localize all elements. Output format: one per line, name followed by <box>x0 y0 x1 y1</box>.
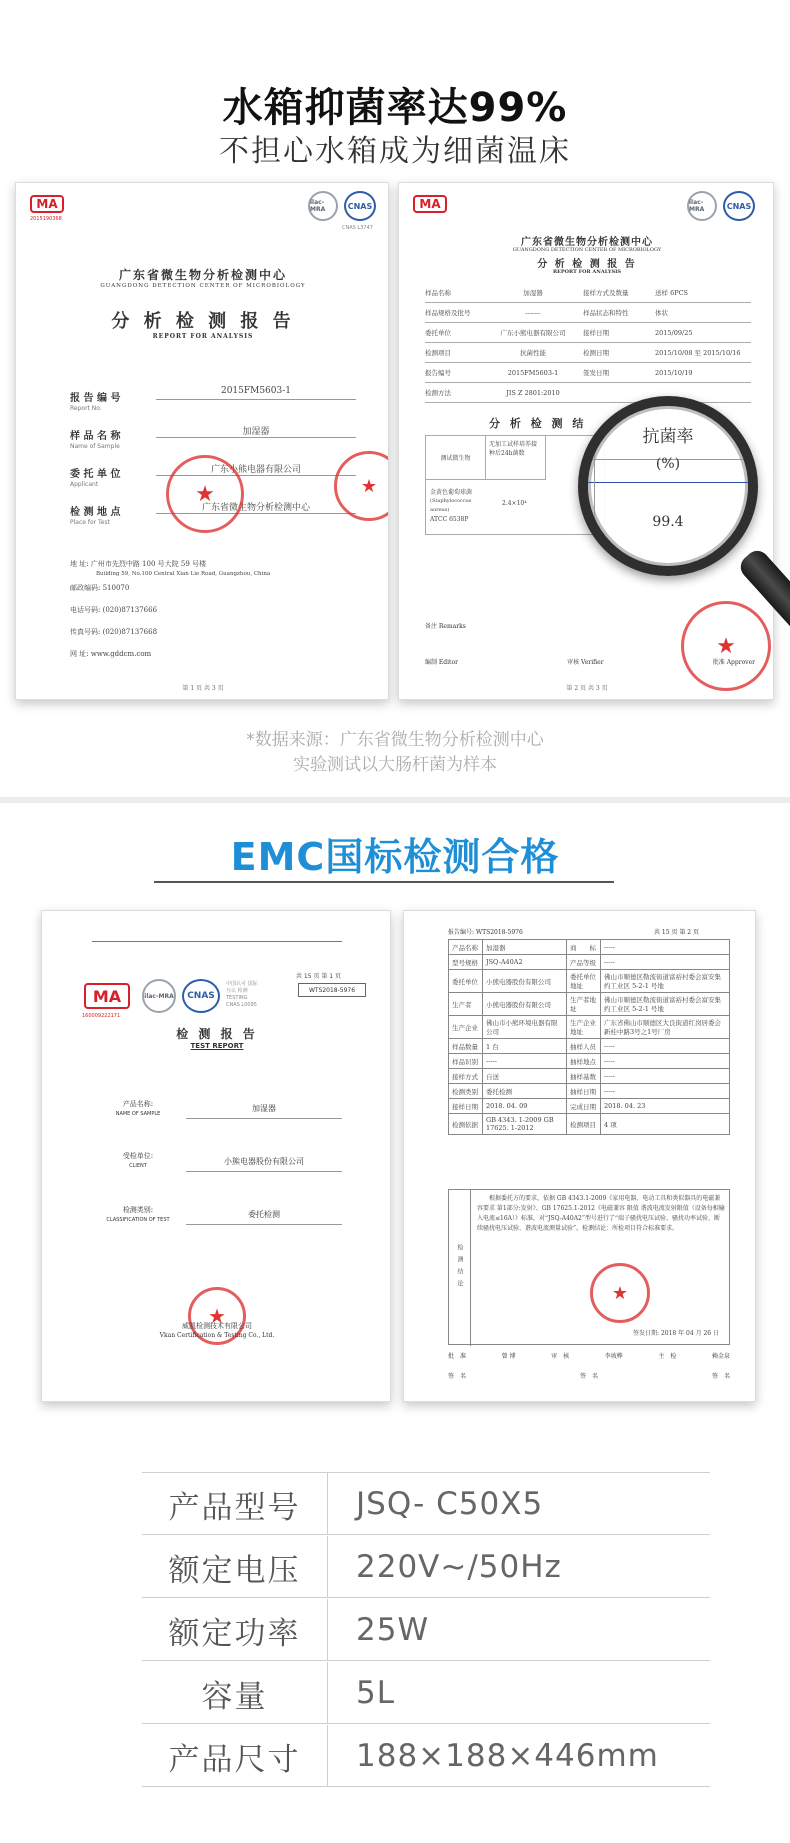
field-label: 委 托 单 位 <box>70 469 121 480</box>
web: www.gddcm.com <box>90 650 152 658</box>
detail-key-cell: 产品名称 <box>449 940 483 955</box>
field-label-en: Name of Sample <box>70 443 120 450</box>
detail-key-cell: 生产企业 <box>449 1016 483 1039</box>
signature-row <box>448 1371 730 1380</box>
address-block <box>70 559 270 659</box>
spec-value: 25W <box>356 1612 430 1648</box>
verifier-sign: 审核 Verifier <box>567 659 604 666</box>
result-col1: 测试微生物 <box>426 436 486 480</box>
cnas-logo: CNAS <box>344 191 376 221</box>
tel-label: 电话号码: <box>70 606 101 614</box>
detail-key-cell: 检测依据 <box>449 1114 483 1135</box>
detail-key-cell: 完成日期 <box>567 1099 601 1114</box>
report-no-label: 报告编号: <box>448 929 475 936</box>
cnas-logo: CNAS <box>723 191 755 221</box>
ilac-mra-logo: ilac-MRA <box>308 191 338 221</box>
detail-value-cell: 加湿器 <box>483 940 567 955</box>
report-cover-page <box>15 182 389 700</box>
field-label-en: Applicant <box>70 481 99 488</box>
section1-subtitle: 不担心水箱成为细菌温床 <box>219 134 571 169</box>
field-label: 产品名称: <box>122 1100 154 1108</box>
spec-value: 188×188×446mm <box>356 1738 659 1774</box>
report-number-line <box>448 927 523 936</box>
detail-value-cell: ----- <box>601 1084 730 1099</box>
section2-title: EMC国标检测合格 <box>230 835 560 879</box>
cma-logo: MA <box>30 195 64 213</box>
detail-key-cell: 委托单位 <box>449 970 483 993</box>
detail-value-cell: ----- <box>483 1054 567 1069</box>
detail-value-cell: GB 4343. 1-2009 GB 17625. 1-2012 <box>483 1114 567 1135</box>
spec-value: JSQ- C50X5 <box>356 1486 544 1522</box>
info-value: 送样 6PCS <box>655 289 689 297</box>
field-underline <box>186 1118 342 1119</box>
approver-name: 曾 博 <box>501 1353 516 1360</box>
field-underline <box>186 1224 342 1225</box>
info-key: 报告编号 <box>425 369 451 377</box>
detail-table-row <box>449 1054 730 1069</box>
detail-table <box>448 939 730 1135</box>
info-key: 检测方法 <box>425 389 451 397</box>
cnas-logo: CNAS <box>182 979 220 1013</box>
field-label-en: CLASSIFICATION OF TEST <box>106 1217 170 1223</box>
detail-value-cell: ----- <box>601 940 730 955</box>
field-value: 加湿器 <box>252 1104 276 1113</box>
address-cn: 广州市先烈中路 100 号大院 59 号楼 <box>90 560 206 568</box>
info-value: 抗菌性能 <box>520 349 546 357</box>
signature-label: 签 名 <box>711 1373 730 1380</box>
section1-title: 水箱抑菌率达99% <box>222 85 568 131</box>
spec-key: 产品尺寸 <box>142 1725 328 1787</box>
spec-key: 额定电压 <box>142 1536 328 1598</box>
field-label: 受检单位: <box>122 1152 154 1160</box>
info-key: 接样方式及数量 <box>583 289 629 297</box>
official-seal: ★ <box>590 1263 650 1323</box>
spec-key: 容量 <box>142 1662 328 1724</box>
inspector-label: 主 检 <box>658 1353 677 1360</box>
page-number: 第 1 页 共 3 页 <box>182 685 224 692</box>
antibacterial-rate-value: 99.4 <box>652 514 684 530</box>
company-cn: 威凯检测技术有限公司 <box>182 1322 252 1330</box>
detail-value-cell: 小熊电器股份有限公司 <box>483 970 567 993</box>
info-value: 2015/10/08 至 2015/10/16 <box>655 349 741 357</box>
info-key: 样品规格及批号 <box>425 309 471 317</box>
spec-row <box>142 1725 710 1787</box>
detail-value-cell: 广东省佛山市顺德区大良街道红岗居委会新桂中路3号之1号厂房 <box>601 1016 730 1039</box>
detail-key-cell: 商 标 <box>567 940 601 955</box>
inspector-name: 赖金泉 <box>711 1353 730 1360</box>
remarks-label: 备注 Remarks <box>425 623 466 630</box>
field-label-en: NAME OF SAMPLE <box>115 1111 161 1117</box>
detail-key-cell: 接样方式 <box>449 1069 483 1084</box>
info-value: ------- <box>525 308 541 317</box>
info-row <box>425 383 751 403</box>
bacteria-name: 金黄色葡萄球菌 <box>430 489 473 496</box>
magnifier-lens <box>578 396 758 576</box>
detail-value-cell: 1 台 <box>483 1039 567 1054</box>
info-value: JIS Z 2801:2010 <box>506 388 560 397</box>
field-underline <box>186 1171 342 1172</box>
field-value: 广东小熊电器有限公司 <box>210 465 301 475</box>
report-title-en: REPORT FOR ANALYSIS <box>552 269 622 275</box>
company-en: Vkan Certification & Testing Co., Ltd. <box>159 1332 275 1339</box>
spec-value: 5L <box>356 1675 395 1711</box>
cma-code: 160009222171 <box>82 1013 121 1019</box>
field-value: 小熊电器股份有限公司 <box>224 1157 304 1166</box>
info-value: 体状 <box>655 309 668 317</box>
conclusion-box <box>448 1189 730 1345</box>
detail-value-cell: 4 项 <box>601 1114 730 1135</box>
cma-logo: MA <box>413 195 447 213</box>
report-title-en: REPORT FOR ANALYSIS <box>152 333 254 340</box>
atcc-code: ATCC 6538P <box>430 516 469 523</box>
info-key: 签发日期 <box>583 369 609 377</box>
org-name-en: GUANGDONG DETECTION CENTER OF MICROBIOLOGY <box>512 247 662 253</box>
reviewer-name: 李坡桦 <box>604 1353 623 1360</box>
detail-table-row <box>449 1016 730 1039</box>
detail-key-cell: 检测类别 <box>449 1084 483 1099</box>
detail-table-row <box>449 940 730 955</box>
detail-table-row <box>449 1069 730 1084</box>
detail-key-cell: 抽样地点 <box>567 1054 601 1069</box>
detail-key-cell: 样品数量 <box>449 1039 483 1054</box>
detail-key-cell: 生产者 <box>449 993 483 1016</box>
address-label: 地 址: <box>70 560 89 568</box>
bacteria-latin: (Staphylococcus aureus) <box>430 498 472 513</box>
info-row <box>425 343 751 363</box>
approver-row <box>448 1351 730 1360</box>
lens-blue-line <box>588 482 748 483</box>
bacteria-cell <box>430 488 486 524</box>
postcode-label: 邮政编码: <box>70 584 101 592</box>
web-label: 网 址: <box>70 650 89 658</box>
detail-table-row <box>449 970 730 993</box>
antibacterial-rate-unit: (%) <box>655 456 681 472</box>
cma-code: 2015190368 <box>30 216 62 222</box>
cnas-side-text: 中国认可 国际互认 检测 TESTING CNAS L0095 <box>226 981 258 1008</box>
detail-key-cell: 样品识别 <box>449 1054 483 1069</box>
count-value: 2.4×10⁴ <box>502 500 527 507</box>
detail-key-cell: 检测项目 <box>567 1114 601 1135</box>
spec-row <box>142 1662 710 1724</box>
cnas-code: CNAS L3747 <box>342 225 373 231</box>
report-number-box: WTS2018-5976 <box>298 983 366 997</box>
detail-table-row <box>449 1039 730 1054</box>
page-info: 共 15 页 第 2 页 <box>654 929 699 936</box>
section2-underline <box>154 881 614 883</box>
detail-value-cell: 委托检测 <box>483 1084 567 1099</box>
detail-value-cell: ----- <box>601 955 730 970</box>
report-title-cn: 分 析 检 测 报 告 <box>537 259 637 270</box>
detail-key-cell: 生产者地址 <box>567 993 601 1016</box>
tel: (020)87137666 <box>102 606 158 614</box>
issue-date: 2018 年 04 月 26 日 <box>660 1330 720 1337</box>
ilac-mra-logo: ilac-MRA <box>142 979 176 1013</box>
field-value: 广东省微生物分析检测中心 <box>201 503 310 513</box>
detail-key-cell: 抽样日期 <box>567 1084 601 1099</box>
field-label: 检 测 地 点 <box>70 507 121 518</box>
conclusion-text: 根据委托方的要求，依据 GB 4343.1-2009《家用电器、电动工具和类似器具的电磁兼容要求 第1部分:发射》、GB 17625.1-2012《电磁兼容 限值 谐波电流发射限值（设备每相输入电流≤16A）》标准，对“JSQ-A40A2”型号进行了“端子骚扰电压试验、骚扰功率试验、断续骚扰电压试验、谐波电流测量试验”。检测结论：所检项目符合标准要求。 <box>477 1195 725 1232</box>
detail-key-cell: 委托单位地址 <box>567 970 601 993</box>
spec-row <box>142 1473 710 1535</box>
field-value: 委托检测 <box>248 1210 280 1219</box>
page-number: 第 2 页 共 3 页 <box>566 685 608 692</box>
info-grid <box>425 283 751 403</box>
field-underline <box>156 399 356 400</box>
cma-logo: MA <box>84 983 130 1009</box>
info-value: 2015/09/25 <box>655 328 693 337</box>
postcode: 510070 <box>102 584 130 592</box>
detail-table-row <box>449 993 730 1016</box>
result-title: 分 析 检 测 结 <box>489 417 587 430</box>
info-row <box>425 303 751 323</box>
info-value: 加湿器 <box>523 289 543 297</box>
info-key: 委托单位 <box>425 329 451 337</box>
info-value: 2015FM5603-1 <box>507 368 559 377</box>
edge-seal: ★ <box>334 451 389 521</box>
info-key: 样品状态和特性 <box>583 309 629 317</box>
official-seal: ★ <box>681 601 771 691</box>
info-key: 检测日期 <box>583 349 609 357</box>
spec-row <box>142 1536 710 1598</box>
ilac-mra-logo: ilac-MRA <box>687 191 717 221</box>
info-row <box>425 323 751 343</box>
detail-key-cell: 型号规格 <box>449 955 483 970</box>
detail-key-cell: 生产企业地址 <box>567 1016 601 1039</box>
detail-table-row <box>449 955 730 970</box>
detail-table-row <box>449 1114 730 1135</box>
detail-value-cell: ----- <box>601 1069 730 1084</box>
issue-date-line <box>633 1328 719 1337</box>
org-name-en: GUANGDONG DETECTION CENTER OF MICROBIOLOGY <box>100 283 306 289</box>
field-label: 检测类别: <box>122 1206 154 1214</box>
detail-value-cell: 佛山市小熊环境电器有限公司 <box>483 1016 567 1039</box>
fax-label: 传真号码: <box>70 628 101 636</box>
report-no: WTS2018-5976 <box>475 929 523 936</box>
field-label: 样 品 名 称 <box>70 431 121 442</box>
report-title-cn: 分 析 检 测 报 告 <box>111 311 295 332</box>
report-title-cn: 检 测 报 告 <box>176 1027 258 1041</box>
detail-value-cell: 小熊电器股份有限公司 <box>483 993 567 1016</box>
org-name-cn: 广东省微生物分析检测中心 <box>521 237 653 248</box>
detail-value-cell: JSQ-A40A2 <box>483 955 567 970</box>
field-label-en: CLIENT <box>129 1163 147 1169</box>
emc-report-detail <box>403 910 756 1402</box>
spec-value: 220V~/50Hz <box>356 1549 562 1585</box>
info-key: 检测项目 <box>425 349 451 357</box>
detail-key-cell: 接样日期 <box>449 1099 483 1114</box>
field-label-en: Report No. <box>70 405 102 412</box>
info-value: 2015/10/19 <box>655 368 693 377</box>
official-seal: ★ <box>166 455 244 533</box>
report-title-en: TEST REPORT <box>190 1042 244 1050</box>
editor-sign: 编制 Editor <box>425 659 458 666</box>
detail-key-cell: 抽样基数 <box>567 1069 601 1084</box>
address-en: Building 59, No.100 Central Xian Lie Road, Guangzhou, China <box>96 571 271 577</box>
info-row <box>425 363 751 383</box>
page-info: 共 15 页 第 1 页 <box>296 973 341 980</box>
spec-key: 额定功率 <box>142 1599 328 1661</box>
info-key: 样品名称 <box>425 289 451 297</box>
issue-label: 签发日期: <box>633 1330 660 1337</box>
detail-value-cell: 自送 <box>483 1069 567 1084</box>
detail-value-cell: 佛山市顺德区勒流街道富裕村委会富安集约工业区 5-2-1 号地 <box>601 993 730 1016</box>
fax: (020)87137668 <box>102 628 158 636</box>
detail-value-cell: ----- <box>601 1054 730 1069</box>
official-seal: ★ <box>188 1287 246 1345</box>
detail-table-row <box>449 1084 730 1099</box>
approver-sign: 批准 Approver <box>712 659 755 666</box>
signature-label: 签 名 <box>448 1373 467 1380</box>
field-value: 2015FM5603-1 <box>220 386 292 396</box>
field-value: 加湿器 <box>242 427 270 437</box>
detail-value-cell: 2018. 04. 09 <box>483 1099 567 1114</box>
emc-report-cover <box>41 910 391 1402</box>
top-rule <box>92 941 342 942</box>
field-label: 报 告 编 号 <box>70 393 121 404</box>
info-value: 广东小熊电器有限公司 <box>500 329 566 337</box>
org-name-cn: 广东省微生物分析检测中心 <box>118 268 287 282</box>
detail-value-cell: 2018. 04. 23 <box>601 1099 730 1114</box>
review-label: 审 核 <box>551 1353 570 1360</box>
detail-key-cell: 抽样人员 <box>567 1039 601 1054</box>
antibacterial-rate-label: 抗菌率 <box>642 427 694 447</box>
info-row <box>425 283 751 303</box>
detail-table-row <box>449 1099 730 1114</box>
detail-value-cell: 佛山市顺德区勒流街道富裕村委会富安集约工业区 5-2-1 号地 <box>601 970 730 993</box>
sample-note: 实验测试以大肠杆菌为样本 <box>293 755 497 775</box>
field-underline <box>156 437 356 438</box>
data-source-note: *数据来源：广东省微生物分析检测中心 <box>246 730 544 750</box>
spec-key: 产品型号 <box>142 1473 328 1535</box>
info-key: 接样日期 <box>583 329 609 337</box>
field-label-en: Place for Test <box>70 519 110 526</box>
conclusion-label: 检测结论 <box>449 1190 471 1346</box>
signature-label: 签 名 <box>579 1373 598 1380</box>
detail-value-cell: ----- <box>601 1039 730 1054</box>
approve-label: 批 准 <box>448 1353 467 1360</box>
result-col2: 无加工试样培养接种后24h菌数 <box>486 436 546 480</box>
spec-row <box>142 1599 710 1661</box>
detail-key-cell: 产品等级 <box>567 955 601 970</box>
